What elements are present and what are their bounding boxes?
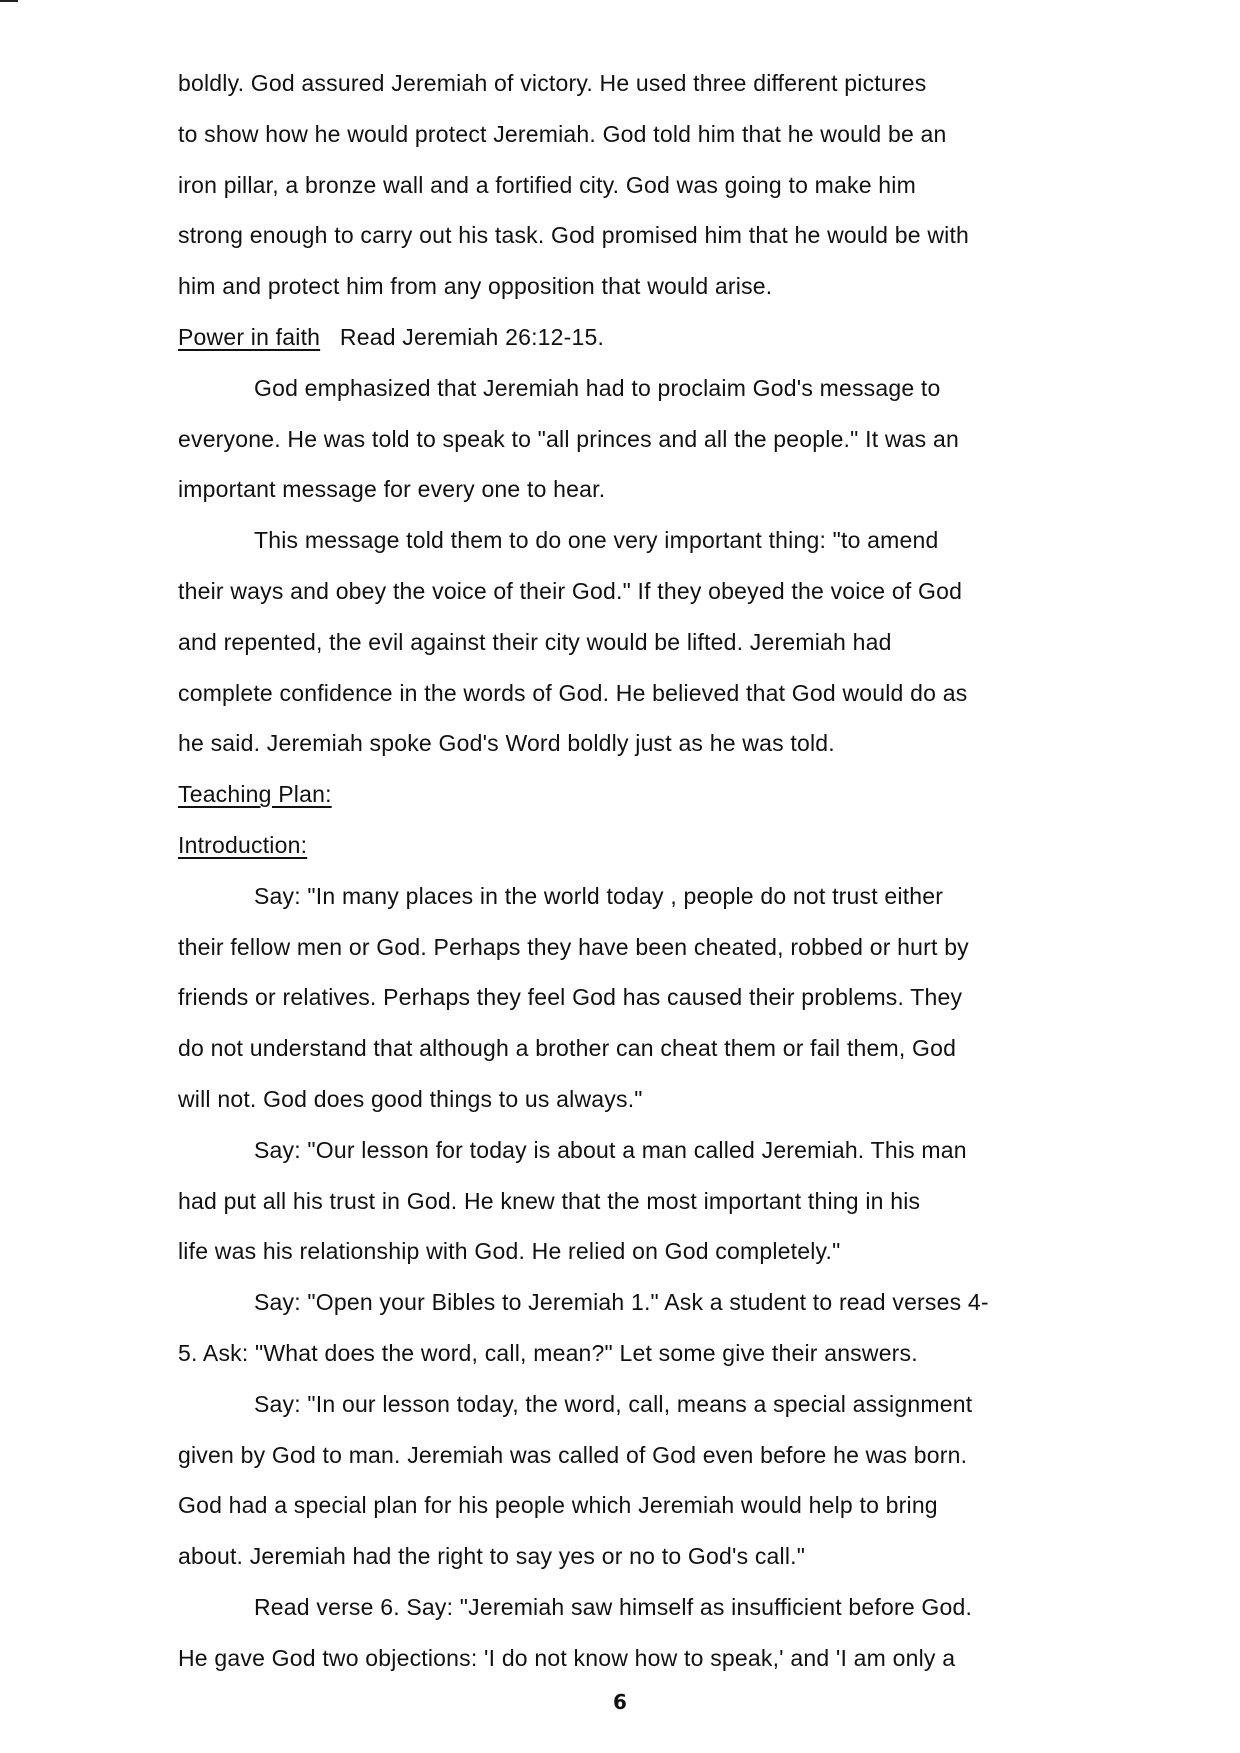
line-text: God emphasized that Jeremiah had to proclaim God's message to [254,374,941,401]
line-text: iron pillar, a bronze wall and a fortified city. God was going to make him [178,171,916,198]
text-line [178,718,1178,769]
line-text: God had a special plan for his people which Jeremiah would help to bring [178,1492,938,1519]
text-line [178,1379,1178,1430]
section-heading-line [178,769,1178,820]
text-line [178,566,1178,617]
text-line [178,1023,1178,1074]
section-heading: Teaching Plan: [178,781,332,808]
scripture-reference: Read Jeremiah 26:12-15. [320,323,605,350]
line-text: Say: "In many places in the world today , people do not trust either [254,882,944,909]
line-text: important message for every one to hear. [178,476,606,503]
text-line [178,363,1178,414]
line-text: Read verse 6. Say: "Jeremiah saw himself as insufficient before God. [254,1593,973,1620]
line-text: boldly. God assured Jeremiah of victory. He used three different pictures [178,70,927,96]
text-line [178,1176,1178,1227]
line-text: This message told them to do one very important thing: "to amend [254,527,939,554]
text-line [178,617,1178,668]
section-heading-line [178,820,1178,871]
page-number: 6 [613,1690,627,1714]
line-text: life was his relationship with God. He relied on God completely." [178,1238,841,1265]
line-text: Say: "Open your Bibles to Jeremiah 1." Ask a student to read verses 4- [254,1289,989,1316]
line-text: will not. God does good things to us always." [178,1085,643,1112]
text-line [178,261,1178,312]
text-line [178,160,1178,211]
scan-mark [0,0,18,2]
line-text: He gave God two objections: 'I do not know how to speak,' and 'I am only a [178,1644,956,1671]
text-line [178,1633,1178,1684]
line-text: he said. Jeremiah spoke God's Word boldly just as he was told. [178,730,835,757]
line-text: given by God to man. Jeremiah was called of God even before he was born. [178,1441,968,1468]
text-line [178,1480,1178,1531]
section-heading-line [178,312,1178,363]
line-text: and repented, the evil against their city would be lifted. Jeremiah had [178,628,892,655]
section-heading: Power in faith [178,323,321,350]
text-line [178,1531,1178,1582]
text-line [178,922,1178,973]
text-line [178,1125,1178,1176]
line-text: him and protect him from any opposition that would arise. [178,273,773,300]
line-text: strong enough to carry out his task. God promised him that he would be with [178,222,970,249]
text-line [178,972,1178,1023]
text-line [178,414,1178,465]
line-text: had put all his trust in God. He knew that the most important thing in his [178,1187,921,1214]
line-text: their ways and obey the voice of their God." If they obeyed the voice of God [178,577,963,604]
line-text: about. Jeremiah had the right to say yes or no to God's call." [178,1543,806,1570]
text-line [178,515,1178,566]
line-text: friends or relatives. Perhaps they feel God has caused their problems. They [178,984,963,1011]
text-line [178,464,1178,515]
line-text: do not understand that although a brother can cheat them or fail them, God [178,1035,957,1062]
line-text: to show how he would protect Jeremiah. God told him that he would be an [178,120,947,147]
line-text: everyone. He was told to speak to "all princes and all the people." It was an [178,425,959,452]
line-text: complete confidence in the words of God. He believed that God would do as [178,679,968,706]
text-line [178,1328,1178,1379]
text-line [178,871,1178,922]
text-line [178,1226,1178,1277]
text-line [178,1582,1178,1633]
text-line [178,1277,1178,1328]
text-line [178,1074,1178,1125]
line-text: their fellow men or God. Perhaps they have been cheated, robbed or hurt by [178,933,969,960]
body-text [178,58,1178,1684]
text-line [178,1430,1178,1481]
section-heading: Introduction: [178,831,308,858]
text-line [178,58,1178,109]
text-line [178,210,1178,261]
text-line [178,109,1178,160]
line-text: Say: "Our lesson for today is about a man called Jeremiah. This man [254,1136,967,1163]
line-text: 5. Ask: "What does the word, call, mean?" Let some give their answers. [178,1339,918,1366]
line-text: Say: "In our lesson today, the word, call, means a special assignment [254,1390,973,1417]
text-line [178,668,1178,719]
